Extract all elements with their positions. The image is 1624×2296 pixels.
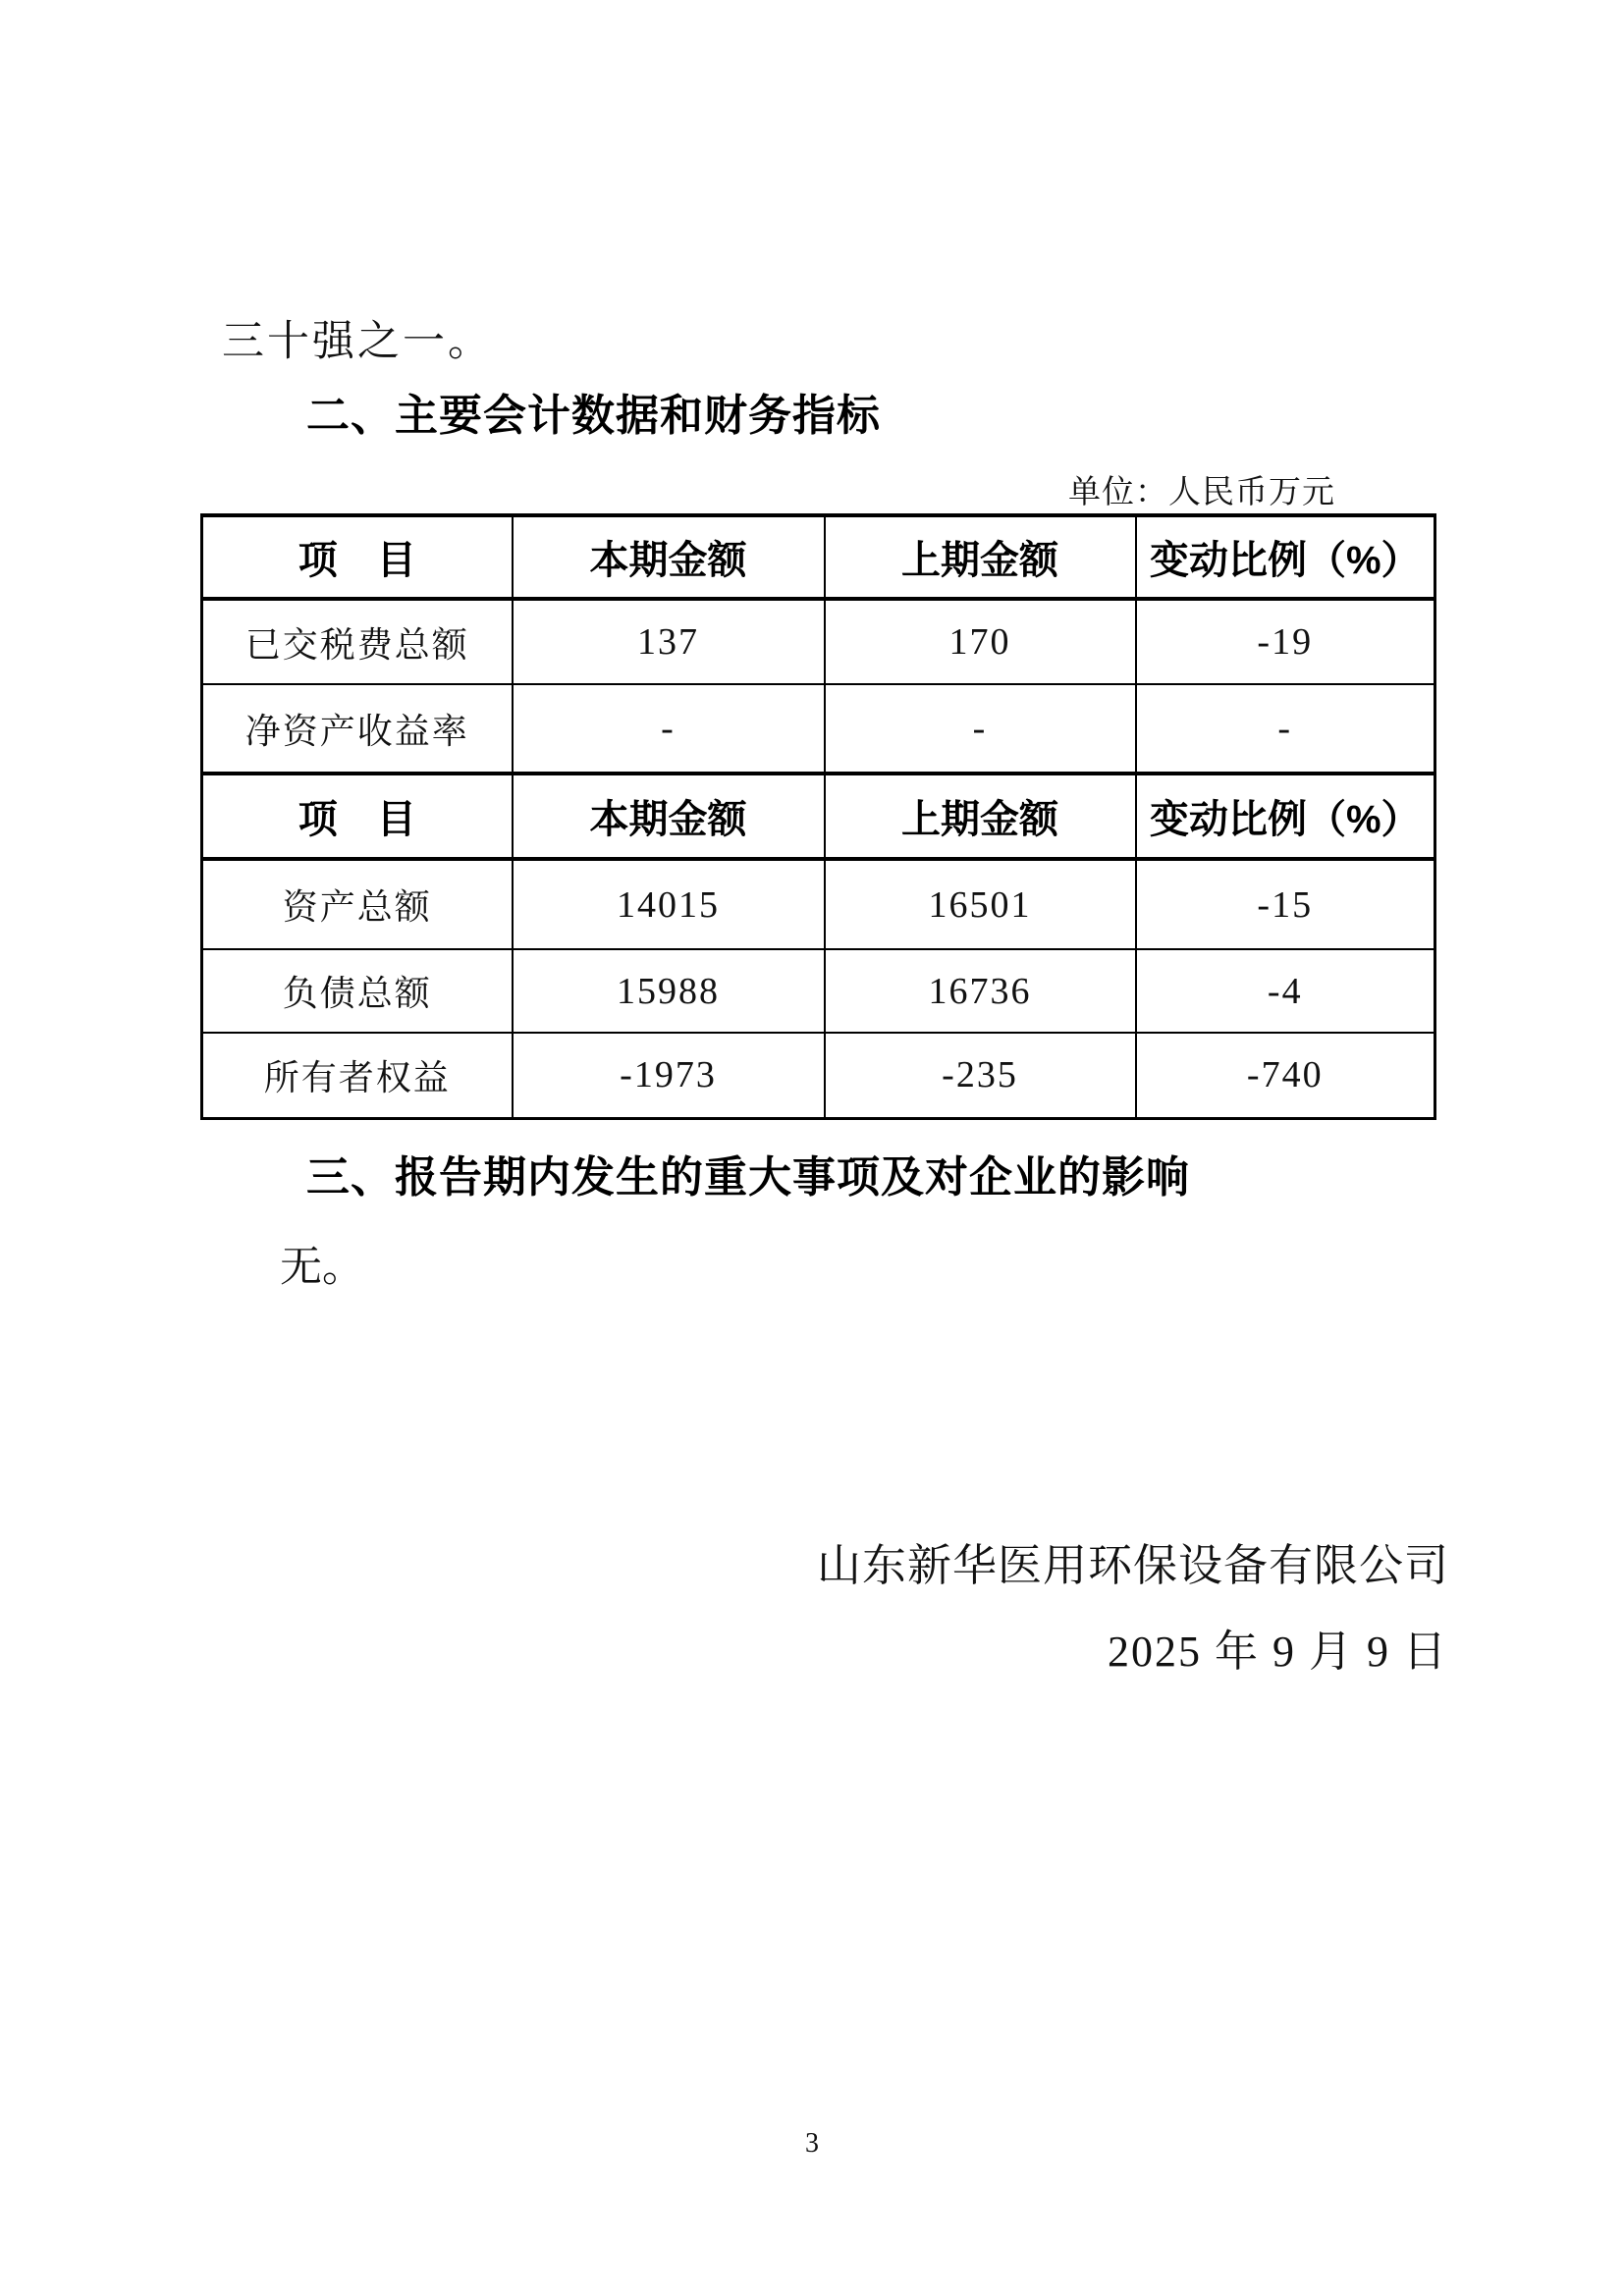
table-row — [202, 1033, 1435, 1118]
header-cell-change: 变动比例（%） — [1136, 774, 1435, 859]
cell-change: -740 — [1136, 1033, 1435, 1118]
header-cell-previous: 上期金额 — [825, 515, 1136, 599]
cell-previous: 16736 — [825, 949, 1136, 1033]
cell-previous: 16501 — [825, 859, 1136, 949]
unit-note: 单位：人民币万元 — [1068, 475, 1335, 510]
cell-current: 137 — [513, 599, 825, 684]
table-row — [202, 949, 1435, 1033]
cell-change: - — [1136, 684, 1435, 774]
section3-body: 无。 — [280, 1245, 364, 1291]
signature-date: 2025 年 9 月 9 日 — [1108, 1628, 1448, 1676]
page-number: 3 — [805, 2128, 819, 2159]
financial-table — [200, 513, 1436, 1120]
cell-current: -1973 — [513, 1033, 825, 1118]
header-cell-current: 本期金额 — [513, 515, 825, 599]
cell-change: -4 — [1136, 949, 1435, 1033]
cell-label: 负债总额 — [202, 949, 513, 1033]
cell-previous: - — [825, 684, 1136, 774]
table-row — [202, 684, 1435, 774]
cell-label: 已交税费总额 — [202, 599, 513, 684]
intro-text: 三十强之一。 — [222, 319, 493, 365]
header-cell-current: 本期金额 — [513, 774, 825, 859]
header-cell-previous: 上期金额 — [825, 774, 1136, 859]
cell-label: 所有者权益 — [202, 1033, 513, 1118]
table-row — [202, 859, 1435, 949]
header-cell-item: 项 目 — [202, 515, 513, 599]
cell-current: 14015 — [513, 859, 825, 949]
header-cell-change: 变动比例（%） — [1136, 515, 1435, 599]
cell-label: 净资产收益率 — [202, 684, 513, 774]
table-row — [202, 599, 1435, 684]
header-cell-item: 项 目 — [202, 774, 513, 859]
cell-change: -15 — [1136, 859, 1435, 949]
cell-current: 15988 — [513, 949, 825, 1033]
cell-change: -19 — [1136, 599, 1435, 684]
table-header-row-2 — [202, 774, 1435, 859]
cell-previous: 170 — [825, 599, 1136, 684]
cell-previous: -235 — [825, 1033, 1136, 1118]
cell-label: 资产总额 — [202, 859, 513, 949]
section3-heading: 三、报告期内发生的重大事项及对企业的影响 — [306, 1153, 1190, 1201]
section2-heading: 二、主要会计数据和财务指标 — [306, 392, 881, 440]
cell-current: - — [513, 684, 825, 774]
table-header-row-1 — [202, 515, 1435, 599]
signature-company: 山东新华医用环保设备有限公司 — [817, 1541, 1450, 1590]
